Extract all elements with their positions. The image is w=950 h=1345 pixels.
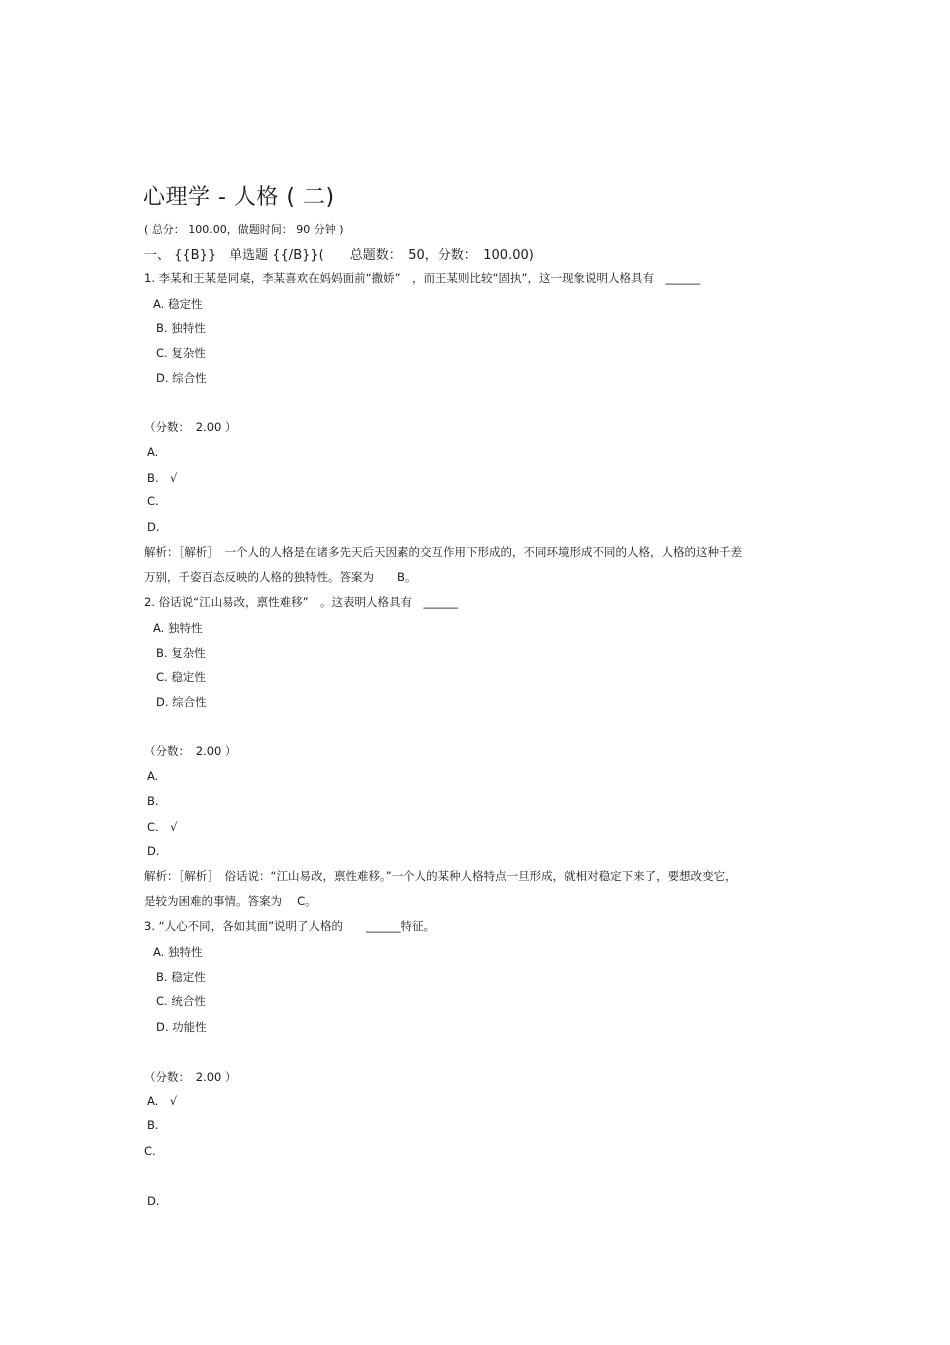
question-3-answer-c: C. — [144, 1144, 156, 1158]
question-3-option-d: D. 功能性 — [156, 1020, 207, 1034]
document-title: 心理学 - 人格 ( 二) — [143, 185, 335, 210]
question-2-option-c: C. 稳定性 — [156, 670, 206, 684]
question-3-stem: 3. “人心不同，各如其面”说明了人格的 ______特征。 — [144, 919, 436, 933]
question-2-answer-b: B. — [147, 794, 159, 808]
question-1-analysis-line-1: 解析：［解析］ 一个人的人格是在诸多先天后天因素的交互作用下形成的，不同环境形成不同的人格，人格的这种千差 — [144, 545, 742, 559]
question-2-answer-a: A. — [147, 769, 159, 783]
question-1-analysis-line-2: 万别，千姿百态反映的人格的独特性。答案为 B。 — [144, 570, 417, 584]
question-2-option-d: D. 综合性 — [156, 695, 207, 709]
question-1-answer-d: D. — [147, 520, 160, 534]
question-2-score: （分数： 2.00 ） — [144, 744, 237, 758]
question-1-answer-b: B. √ — [147, 471, 178, 485]
section-heading: 一、 {{B}} 单选题 {{/B}}( 总题数： 50，分数： 100.00) — [144, 248, 534, 263]
question-2-stem: 2. 俗话说“江山易改，禀性难移” 。这表明人格具有 ______ — [144, 595, 459, 609]
question-3-option-a: A. 独特性 — [153, 945, 203, 959]
question-1-option-b: B. 独特性 — [156, 321, 206, 335]
question-2-analysis-line-1: 解析：［解析］ 俗话说：“江山易改，禀性难移。”一个人的某种人格特点一旦形成，就相对稳定下来了，要想改变它， — [144, 869, 737, 883]
question-3-score: （分数： 2.00 ） — [144, 1070, 237, 1084]
question-1-stem: 1. 李某和王某是同桌，李某喜欢在妈妈面前“撒娇” ，而王某则比较“固执”，这一现象说明人格具有 ______ — [144, 271, 700, 285]
exam-meta: ( 总分： 100.00，做题时间： 90 分钟 ) — [144, 223, 344, 236]
question-1-option-a: A. 稳定性 — [153, 297, 203, 311]
question-3-answer-d: D. — [147, 1194, 160, 1208]
question-1-answer-a: A. — [147, 445, 159, 459]
question-2-analysis-line-2: 是较为困难的事情。答案为 C。 — [144, 894, 317, 908]
question-1-answer-c: C. — [147, 494, 159, 508]
question-1-option-c: C. 复杂性 — [156, 346, 206, 360]
question-2-answer-c: C. √ — [147, 820, 178, 834]
question-3-option-c: C. 统合性 — [156, 994, 206, 1008]
question-3-option-b: B. 稳定性 — [156, 970, 206, 984]
question-2-option-b: B. 复杂性 — [156, 646, 206, 660]
question-2-answer-d: D. — [147, 844, 160, 858]
question-1-option-d: D. 综合性 — [156, 371, 207, 385]
question-3-answer-a: A. √ — [147, 1094, 178, 1108]
question-1-score: （分数： 2.00 ） — [144, 420, 237, 434]
question-2-option-a: A. 独特性 — [153, 621, 203, 635]
question-3-answer-b: B. — [147, 1118, 159, 1132]
